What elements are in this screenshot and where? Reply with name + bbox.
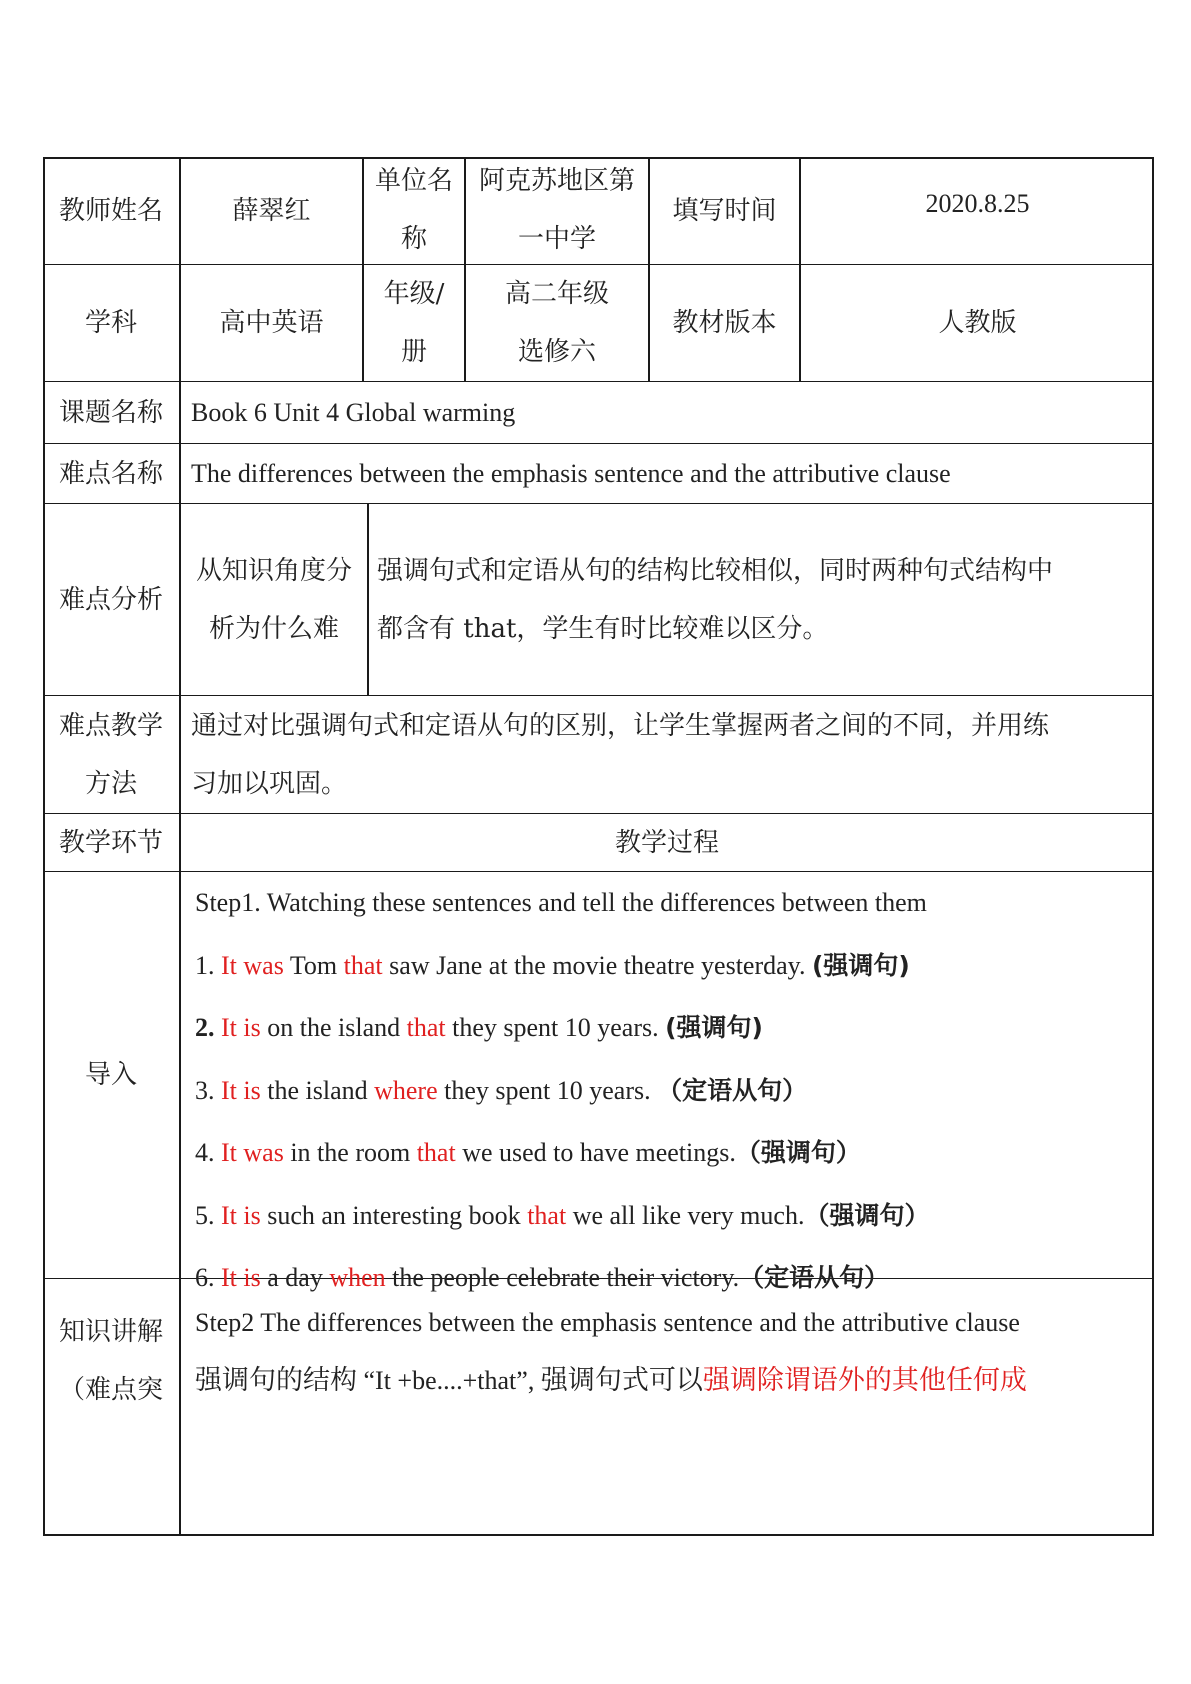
topic-value: Book 6 Unit 4 Global warming — [191, 397, 516, 427]
sentence-highlight: It is — [221, 1013, 261, 1042]
sentence-5 — [195, 1185, 1153, 1248]
method-label-line1: 难点教学 — [58, 710, 163, 741]
knowledge-label-line2: （难点突 — [58, 1375, 163, 1405]
sentence-text: the people celebrate their victory. — [385, 1263, 740, 1292]
sentence-text: we all like very much. — [566, 1200, 805, 1230]
sentence-highlight: It is — [221, 1200, 261, 1230]
sentence-text: such an interesting book — [260, 1200, 528, 1230]
sentence-number: 4. — [195, 1138, 221, 1167]
sentence-number: 3. — [195, 1075, 221, 1105]
sentence-1 — [195, 935, 1153, 998]
knowledge-label-line1: 知识讲解 — [58, 1317, 163, 1347]
date-label: 填写时间 — [672, 195, 777, 226]
sentence-2 — [195, 997, 1153, 1060]
sentence-tag: (强调句) — [665, 1013, 763, 1042]
structure-text: 强调句的结构 — [195, 1365, 357, 1396]
grade-value-line2: 选修六 — [517, 337, 596, 367]
knowledge-label — [43, 1279, 179, 1419]
sentence-highlight: It is — [221, 1263, 261, 1292]
sentence-text: a day — [260, 1263, 330, 1292]
sentence-highlight: that — [527, 1200, 567, 1230]
unit-label — [364, 150, 464, 270]
grade-value-line1: 高二年级 — [504, 279, 609, 309]
method-label — [43, 696, 179, 813]
sentence-text: on the island — [260, 1013, 407, 1042]
knowledge-content — [195, 1294, 1153, 1410]
intro-label: 导入 — [84, 1060, 137, 1090]
sentence-highlight: that — [343, 950, 383, 980]
sentence-text: they spent 10 years. — [445, 1013, 666, 1042]
sentence-highlight: where — [374, 1075, 438, 1105]
unit-name-line2: 一中学 — [517, 224, 596, 254]
sentence-text: in the room — [283, 1138, 417, 1167]
structure-text: 强调句式可以 — [540, 1365, 703, 1396]
sentence-highlight: It was — [221, 1138, 284, 1167]
sentence-tag: （强调句） — [735, 1138, 861, 1167]
sentence-tag: (强调句) — [811, 950, 910, 980]
sentence-text: they spent 10 years. — [437, 1075, 658, 1105]
knowledge-step: Step2 The differences between the emphasis sentence and the attributive clause — [195, 1308, 1020, 1337]
sentence-highlight: when — [329, 1263, 386, 1292]
difficulty-value: The differences between the emphasis sentence and the attributive clause — [191, 458, 951, 488]
analysis-label: 难点分析 — [58, 584, 163, 615]
sentence-number: 1. — [195, 950, 221, 980]
difficulty-label: 难点名称 — [58, 458, 163, 489]
sentence-tag: （定语从句） — [657, 1075, 808, 1105]
grade-label — [364, 265, 464, 381]
subject-value: 高中英语 — [219, 308, 324, 338]
unit-label-line2: 称 — [400, 224, 427, 254]
sentence-highlight: It was — [221, 950, 284, 980]
method-text — [181, 696, 1153, 813]
unit-name-line1: 阿克苏地区第 — [478, 166, 635, 196]
teacher-label: 教师姓名 — [58, 195, 163, 226]
structure-formula: “It +be....+that”, — [357, 1366, 541, 1395]
teacher-name: 薛翠红 — [232, 195, 311, 226]
analysis-text-line2: 都含有 that，学生有时比较难以区分。 — [377, 613, 829, 644]
method-text-line1: 通过对比强调句式和定语从句的区别，让学生掌握两者之间的不同，并用练 — [191, 710, 1050, 741]
analysis-sub-label-line1: 从知识角度分 — [195, 555, 352, 586]
analysis-sub-label — [181, 504, 367, 695]
edition-value: 人教版 — [938, 308, 1017, 338]
grade-label-line1: 年级/ — [383, 279, 445, 309]
sentence-number: 6. — [195, 1263, 221, 1292]
sentence-tag: （定语从句） — [739, 1263, 890, 1292]
process-label: 教学环节 — [58, 827, 163, 858]
sentence-4 — [195, 1122, 1153, 1185]
sentence-tag: （强调句） — [804, 1200, 930, 1230]
sentence-number: 5. — [195, 1200, 221, 1230]
topic-label: 课题名称 — [58, 397, 163, 428]
structure-highlight: 强调除谓语外的其他任何成 — [702, 1365, 1027, 1396]
process-value: 教学过程 — [614, 827, 719, 858]
sentence-highlight: that — [416, 1138, 456, 1167]
sentence-number: 2. — [195, 1013, 221, 1042]
method-label-line2: 方法 — [84, 768, 137, 799]
analysis-sub-label-line2: 析为什么难 — [208, 613, 339, 644]
sentence-highlight: that — [406, 1013, 446, 1042]
subject-label: 学科 — [84, 308, 137, 338]
grade-label-line2: 册 — [400, 337, 427, 367]
sentence-text: Tom — [283, 950, 344, 980]
edition-label: 教材版本 — [672, 308, 777, 338]
date-value: 2020.8.25 — [925, 188, 1030, 218]
sentence-highlight: It is — [221, 1075, 261, 1105]
analysis-text-line1: 强调句式和定语从句的结构比较相似，同时两种句式结构中 — [377, 555, 1054, 586]
unit-name — [466, 150, 648, 270]
grade-value — [466, 265, 648, 381]
intro-content — [195, 872, 1153, 1310]
method-text-line2: 习加以巩固。 — [191, 768, 348, 799]
sentence-3 — [195, 1060, 1153, 1123]
sentence-text: we used to have meetings. — [455, 1138, 736, 1167]
analysis-text — [369, 504, 1152, 695]
knowledge-structure — [195, 1352, 1153, 1410]
sentence-text: saw Jane at the movie theatre yesterday. — [382, 950, 812, 980]
unit-label-line1: 单位名 — [374, 166, 453, 196]
sentence-text: the island — [260, 1075, 375, 1105]
intro-step: Step1. Watching these sentences and tell the differences between them — [195, 888, 927, 917]
